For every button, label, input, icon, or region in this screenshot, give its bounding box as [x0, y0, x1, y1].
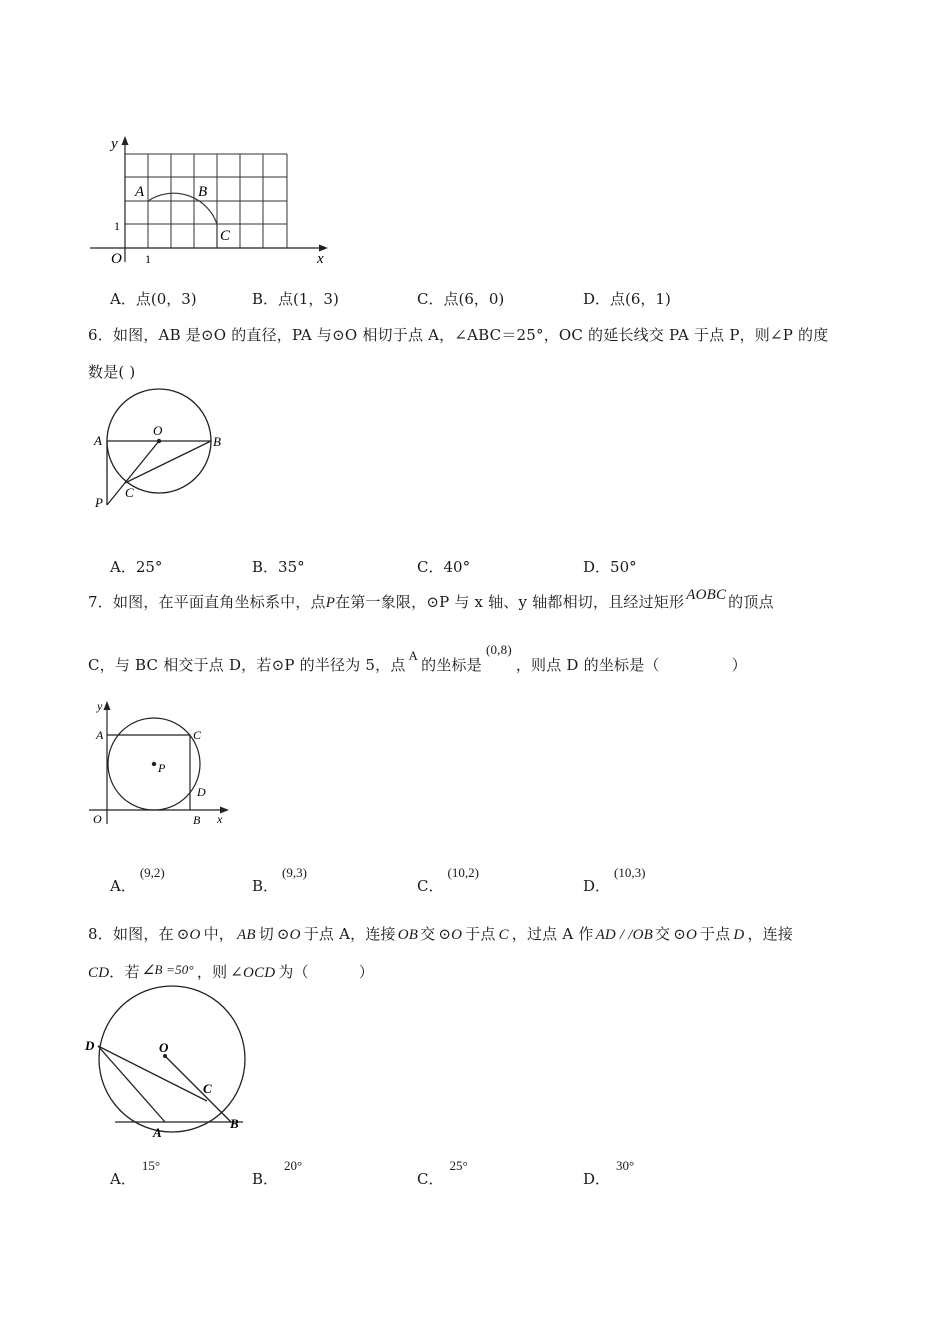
option-text: (9,2): [139, 865, 165, 880]
stem-text: C，与 BC 相交于点 D，若⊙P 的半径为 5，点: [88, 656, 406, 674]
label-c: C: [220, 228, 231, 244]
option-letter: C．: [417, 290, 444, 308]
option-letter: C．: [417, 1170, 444, 1188]
option-letter: A．: [110, 877, 136, 895]
option-letter: D．: [583, 877, 611, 895]
option-letter: C．: [417, 558, 444, 576]
point-o: [157, 439, 161, 443]
stem-text: 切: [258, 925, 274, 943]
option-text: 点(0，3): [135, 290, 197, 308]
label-d: D: [85, 1038, 95, 1053]
q7-option-a[interactable]: [110, 865, 165, 896]
q7-option-b[interactable]: [252, 865, 307, 896]
q8-option-b[interactable]: [252, 1158, 303, 1189]
option-text: 15°: [141, 1158, 161, 1173]
option-text: (10,3): [614, 865, 646, 880]
rectangle-aobc: [107, 735, 190, 810]
option-text: (10,2): [447, 865, 479, 880]
label-o: O: [93, 812, 102, 826]
stem-text: 于点 A，连接: [303, 925, 396, 943]
option-letter: A．: [110, 290, 136, 308]
stem-text: ，过点 A 作: [511, 925, 594, 943]
option-text: 50°: [610, 558, 637, 576]
option-letter: C．: [417, 877, 444, 895]
option-text: 点(1，3): [278, 290, 339, 308]
label-o: O: [111, 251, 122, 267]
q5-option-d[interactable]: [583, 288, 671, 309]
label-one-y: 1: [114, 219, 120, 233]
q6-stem-line2: 数是( ): [88, 363, 136, 381]
line-cd: [98, 1046, 207, 1101]
stem-text: 于点: [465, 925, 496, 943]
label-y: y: [97, 699, 103, 713]
label-p: P: [158, 761, 166, 775]
math-aobc: AOBC: [686, 587, 727, 603]
q6-option-b[interactable]: [252, 556, 305, 577]
label-p: P: [95, 495, 103, 510]
q7-coordinate-figure: [85, 698, 245, 833]
option-letter: A．: [110, 1170, 136, 1188]
stem-text: ，连接: [747, 925, 794, 943]
option-text: 20°: [284, 1158, 303, 1173]
math-circle-o: ⊙O: [673, 927, 698, 943]
circle-o: [99, 986, 245, 1132]
q6-option-d[interactable]: [583, 556, 637, 577]
q5-grid-figure: [85, 130, 335, 270]
math-coord: (0,8): [485, 642, 512, 657]
q8-option-c[interactable]: [417, 1158, 468, 1189]
label-o: O: [153, 423, 163, 438]
point-p: [152, 762, 156, 766]
stem-text: 交: [420, 925, 436, 943]
stem-text: ，则: [196, 963, 228, 981]
stem-text: 交: [655, 925, 671, 943]
stem-text: ）: [358, 963, 374, 981]
option-text: 点(6，0): [443, 290, 505, 308]
stem-text: ．若: [109, 963, 140, 981]
q8-stem-line1: [88, 923, 793, 944]
stem-text: 8．如图，在: [88, 925, 174, 943]
label-c: C: [203, 1081, 212, 1096]
q6-stem-line1: 6．如图，AB 是⊙O 的直径，PA 与⊙O 相切于点 A，∠ABC＝25°，OC 的延长线交 PA 于点 P，则∠P 的度: [88, 326, 829, 344]
label-a: A: [135, 184, 145, 200]
q8-option-d[interactable]: [583, 1158, 635, 1189]
math-ab: AB: [236, 927, 256, 943]
q8-circle-figure: [85, 990, 255, 1140]
option-text: 40°: [443, 558, 471, 576]
math-c: C: [498, 927, 509, 943]
option-letter: D．: [583, 1170, 611, 1188]
q6-option-a[interactable]: [110, 556, 162, 577]
option-text: 25°: [449, 1158, 468, 1173]
math-ob: OB: [397, 927, 419, 943]
stem-text: 于点: [700, 925, 731, 943]
label-b: B: [198, 184, 208, 200]
math-p: P: [325, 595, 336, 611]
q6-circle-figure: [85, 383, 235, 513]
math-ad-parallel-ob: AD / /OB: [595, 927, 653, 943]
line-bc: [125, 441, 211, 483]
math-a: A: [408, 648, 419, 663]
q5-option-a[interactable]: [110, 288, 197, 309]
option-letter: B．: [252, 877, 279, 895]
stem-text: 的顶点: [728, 593, 774, 611]
label-one-x: 1: [145, 252, 151, 266]
stem-text: 为（: [278, 963, 309, 981]
math-angle-b: ∠B =50°: [142, 962, 194, 977]
label-x: x: [317, 251, 324, 267]
math-circle-o: ⊙O: [276, 927, 301, 943]
label-o: O: [159, 1040, 169, 1055]
option-letter: B．: [252, 558, 279, 576]
label-y: y: [111, 136, 118, 152]
q7-option-c[interactable]: [417, 865, 479, 896]
stem-text: 在第一象限，⊙P 与 x 轴、y 轴都相切，且经过矩形: [335, 593, 685, 611]
option-text: (9,3): [282, 865, 307, 880]
math-d: D: [733, 927, 745, 943]
math-circle-o: ⊙O: [176, 927, 201, 943]
option-text: 35°: [278, 558, 305, 576]
stem-text: ，则点 D 的坐标是（: [515, 656, 660, 674]
q8-stem-line2: [88, 961, 374, 982]
stem-text: 中，: [203, 925, 234, 943]
option-letter: D．: [583, 290, 611, 308]
option-text: 30°: [616, 1158, 635, 1173]
line-ob: [165, 1056, 231, 1122]
q7-option-d[interactable]: [583, 865, 646, 896]
math-circle-o: ⊙O: [438, 927, 463, 943]
option-letter: B．: [252, 1170, 279, 1188]
label-a: A: [94, 433, 102, 448]
stem-text: 7．如图，在平面直角坐标系中，点: [88, 593, 326, 611]
math-angle-ocd: ∠OCD: [230, 965, 276, 981]
label-c: C: [125, 485, 134, 500]
q6-option-c[interactable]: [417, 556, 470, 577]
option-letter: A．: [110, 558, 136, 576]
option-letter: B．: [252, 290, 279, 308]
option-text: 点(6，1): [610, 290, 671, 308]
y-axis-arrow: [104, 701, 111, 710]
y-axis-arrow: [122, 136, 129, 145]
q5-option-b[interactable]: [252, 288, 339, 309]
option-letter: D．: [583, 558, 611, 576]
label-b: B: [193, 813, 201, 827]
q5-option-c[interactable]: [417, 288, 504, 309]
q7-stem-line2: [88, 642, 747, 675]
option-text: 25°: [135, 558, 163, 576]
math-cd: CD: [88, 965, 110, 981]
q7-stem-line1: [88, 587, 774, 612]
label-a: A: [96, 728, 104, 742]
stem-text: 的坐标是: [421, 656, 482, 674]
label-b: B: [230, 1116, 239, 1131]
label-b: B: [213, 434, 221, 449]
label-a: A: [153, 1125, 162, 1140]
stem-text: ）: [731, 656, 747, 674]
q8-option-a[interactable]: [110, 1158, 161, 1189]
label-x: x: [217, 812, 223, 826]
label-c: C: [193, 728, 202, 742]
label-d: D: [197, 785, 206, 799]
line-ad: [98, 1046, 165, 1122]
